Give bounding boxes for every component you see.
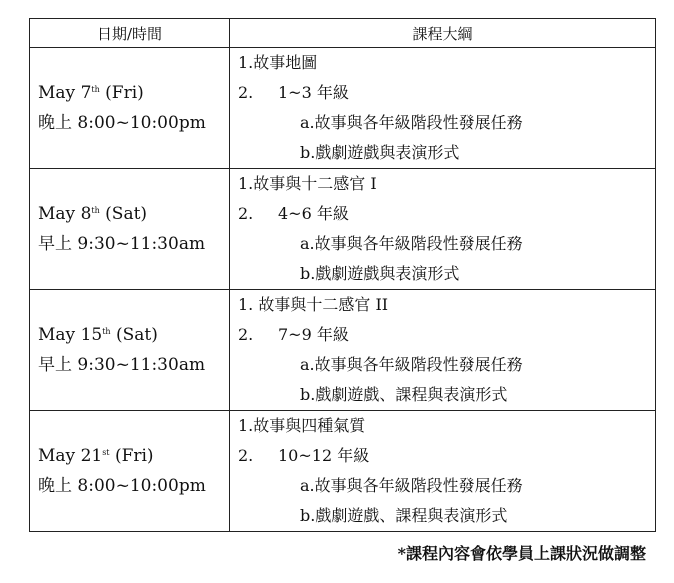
session-time: 晚上 8:00~10:00pm [38,113,206,133]
session-weekday: (Fri) [105,83,144,103]
session-outline-cell [230,411,656,532]
session-date [38,320,229,350]
session-weekday: (Sat) [115,325,158,345]
session-time: 早上 9:30~11:30am [38,355,206,375]
outline-sub-b: b.戲劇遊戲、課程與表演形式 [300,506,508,525]
session-time: 晚上 8:00~10:00pm [38,476,206,496]
session-day: 21 [80,446,103,466]
session-date-cell [30,290,230,411]
session-weekday: (Fri) [114,446,154,466]
outline-grade [230,320,655,350]
outline-topic: 1.故事地圖 [238,53,318,72]
session-date [38,441,229,471]
outline-grade-text: 4~6 年級 [278,204,349,223]
outline-sub-a: a.故事與各年級階段性發展任務 [300,355,523,374]
outline-sub-b: b.戲劇遊戲與表演形式 [300,143,460,162]
session-date-cell [30,411,230,532]
header-row [30,19,656,48]
session-day: 7 [80,83,92,103]
outline-topic: 1.故事與十二感官 I [238,174,377,193]
day-suffix: th [91,206,100,215]
outline-grade-text: 1~3 年級 [278,83,349,102]
day-suffix: th [91,85,100,94]
course-outline-header: 課程大綱 [230,19,656,48]
session-date [38,78,229,108]
outline-grade [230,78,655,108]
day-suffix: th [102,327,111,336]
outline-grade-number: 2. [238,204,254,223]
session-month: May [38,204,76,224]
outline-grade-text: 10~12 年級 [278,446,370,465]
session-outline-cell [230,48,656,169]
session-weekday: (Sat) [105,204,148,224]
outline-sub-a: a.故事與各年級階段性發展任務 [300,234,523,253]
date-time-header: 日期/時間 [30,19,230,48]
outline-grade-number: 2. [238,325,254,344]
session-row [30,48,656,169]
session-row [30,411,656,532]
session-day: 8 [80,204,92,224]
outline-grade [230,441,655,471]
outline-grade-text: 7~9 年級 [278,325,349,344]
outline-topic: 1. 故事與十二感官 II [238,295,389,314]
schedule-table [29,18,656,532]
session-date-cell [30,48,230,169]
session-outline-cell [230,169,656,290]
outline-grade [230,199,655,229]
session-month: May [38,83,76,103]
outline-topic: 1.故事與四種氣質 [238,416,366,435]
session-day: 15 [80,325,103,345]
session-date-cell [30,169,230,290]
session-row [30,290,656,411]
outline-sub-b: b.戲劇遊戲與表演形式 [300,264,460,283]
day-suffix: st [102,448,110,457]
adjustment-footnote: *課程內容會依學員上課狀況做調整 [397,544,646,563]
session-month: May [38,446,76,466]
outline-grade-number: 2. [238,83,254,102]
session-month: May [38,325,76,345]
outline-sub-a: a.故事與各年級階段性發展任務 [300,476,523,495]
session-time: 早上 9:30~11:30am [38,234,206,254]
outline-sub-a: a.故事與各年級階段性發展任務 [300,113,523,132]
outline-sub-b: b.戲劇遊戲、課程與表演形式 [300,385,508,404]
session-row [30,169,656,290]
session-date [38,199,229,229]
outline-grade-number: 2. [238,446,254,465]
session-outline-cell [230,290,656,411]
